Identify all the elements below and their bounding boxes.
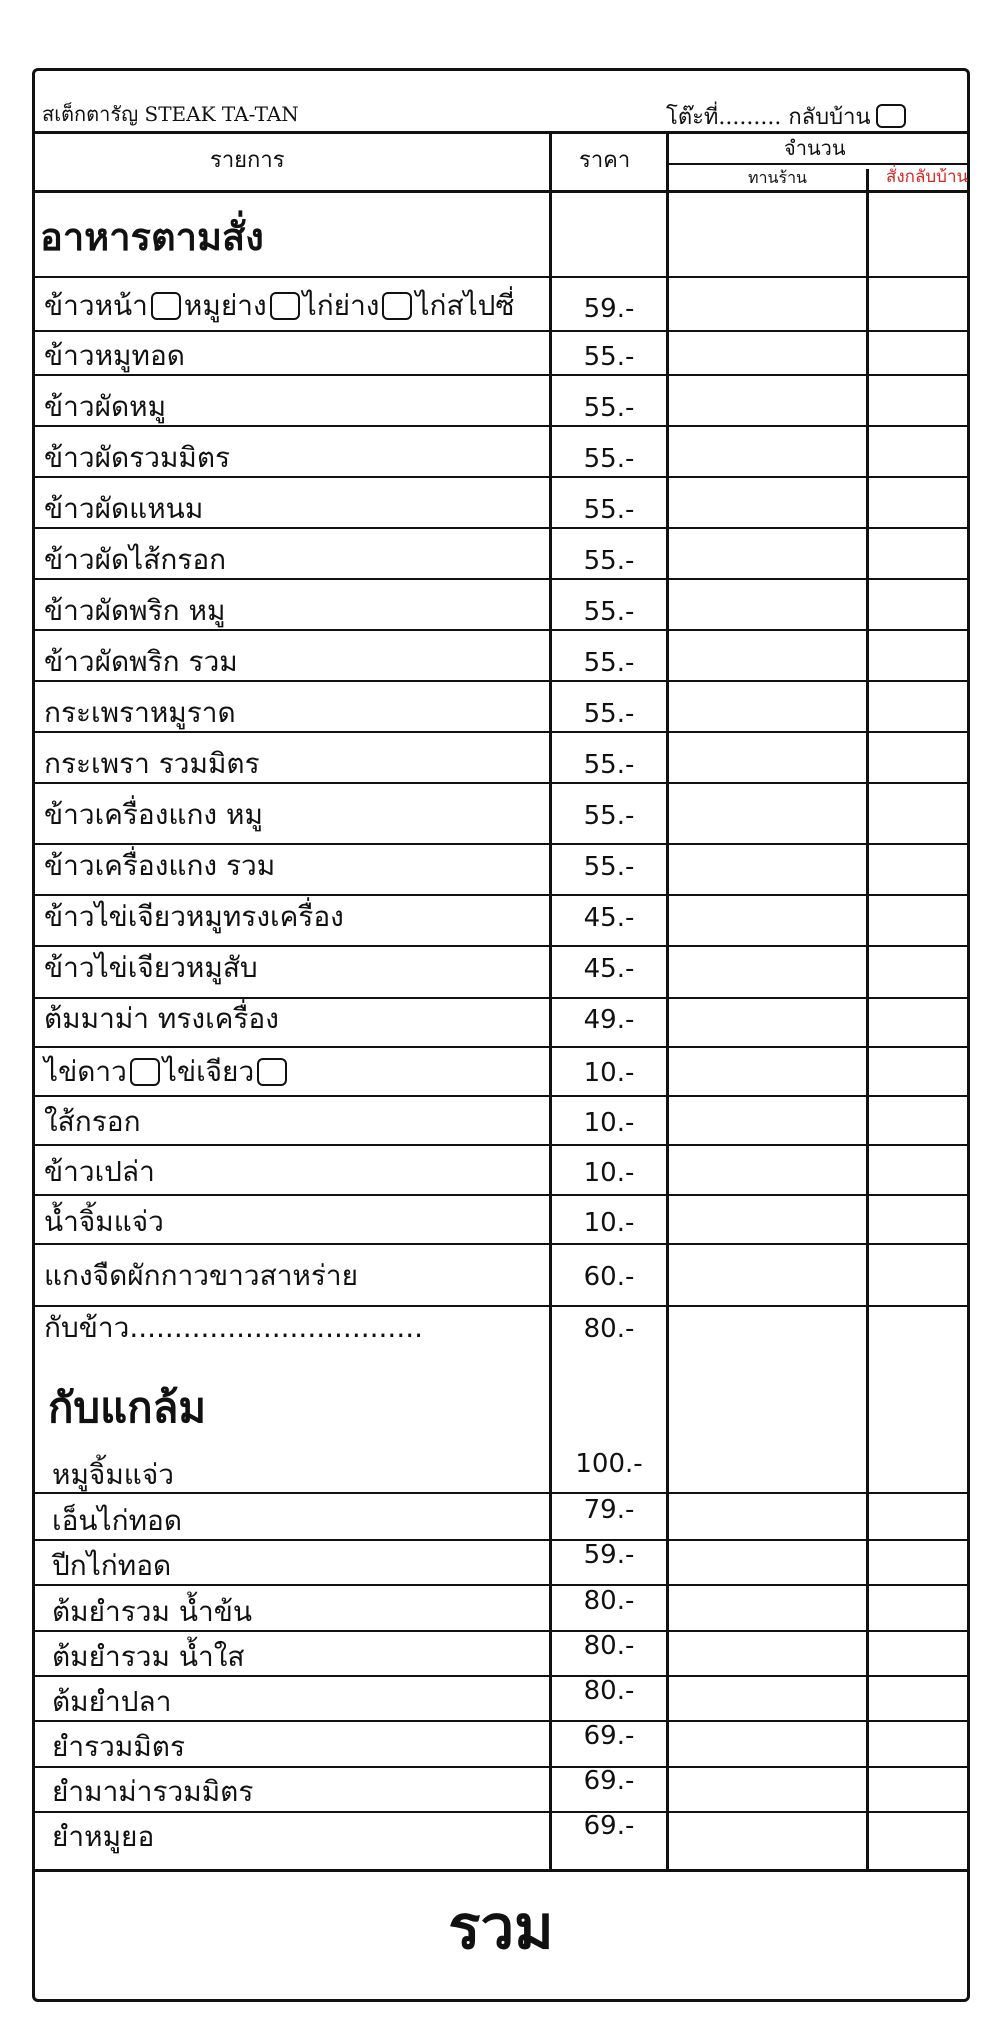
menu-item-name: ต้มยำปลา [52,1685,172,1718]
row-divider [32,945,970,947]
section-title-snacks: กับแกล้ม [48,1383,207,1432]
menu-item-price: 60.- [583,1262,635,1292]
menu-item-price: 79.- [583,1495,635,1525]
row-divider [32,425,970,427]
menu-item-name: แกงจืดผักกาวขาวสาหร่าย [44,1259,359,1292]
row-divider [32,1584,970,1586]
header-bottom-line [32,190,970,193]
menu-item-name: ข้าวผัดหมู [44,390,167,423]
menu-item-price: 49.- [583,1005,635,1035]
menu-item-price: 59.- [583,1540,635,1570]
menu-item-price: 55.- [583,342,635,372]
menu-item-name: หมูจิ้มแจ่ว [52,1458,174,1491]
takeaway-checkbox[interactable] [876,104,906,128]
section-title-a-la-carte: อาหารตามสั่ง [40,215,264,259]
option-checkbox-omelette[interactable] [257,1058,287,1086]
menu-item-name: ข้าวไข่เจียวหมูทรงเครื่อง [44,900,344,933]
menu-item-price: 55.- [583,699,635,729]
takeaway-column-divider [866,169,869,1869]
menu-item-price: 10.- [583,1158,635,1188]
menu-item-name: ยำหมูยอ [52,1820,155,1853]
row-divider [32,997,970,999]
option-checkbox-grilled-pork[interactable] [151,292,181,320]
row-divider [32,1243,970,1245]
menu-item-price: 55.- [583,750,635,780]
menu-item-rice-topping [44,289,515,322]
menu-item-name: ข้าวเครื่องแกง หมู [44,798,263,831]
row-divider [32,1046,970,1048]
menu-item-name-part: ไก่สไปซี่ [415,289,515,322]
menu-item-price: 45.- [583,903,635,933]
menu-item-price: 80.- [583,1586,635,1616]
menu-item-price: 55.- [583,546,635,576]
column-header-price: ราคา [579,148,631,173]
table-label-text: โต๊ะที่......... กลับบ้าน [666,105,871,130]
row-divider [32,1144,970,1146]
menu-item-price: 69.- [583,1766,635,1796]
row-divider [32,276,970,278]
row-divider [32,843,970,845]
menu-item-name: ต้มยำรวม น้ำข้น [52,1595,253,1628]
menu-item-name: กระเพรา รวมมิตร [44,747,260,780]
menu-item-price: 45.- [583,954,635,984]
menu-item-egg [44,1055,290,1088]
menu-item-price: 10.- [583,1108,635,1138]
row-divider [32,1305,970,1307]
menu-item-name: น้ำจิ้มแจ่ว [44,1205,164,1238]
menu-item-name: ข้าวหมูทอด [44,339,185,372]
menu-item-name: ข้าวผัดแหนม [44,492,204,525]
menu-item-price: 10.- [583,1058,635,1088]
table-number-label [666,104,906,129]
menu-item-name: ข้าวไข่เจียวหมูสับ [44,951,258,984]
row-divider [32,527,970,529]
shop-name: สเต็กตารัญ STEAK TA-TAN [42,102,299,126]
quantity-subheader-line [667,163,970,165]
menu-item-name: ปีกไก่ทอด [52,1549,172,1582]
row-divider [32,330,970,332]
menu-item-name: ใส้กรอก [44,1105,141,1138]
menu-item-name: ข้าวผัดไส้กรอก [44,543,227,576]
row-divider [32,1811,970,1813]
row-divider [32,894,970,896]
menu-item-price: 80.- [583,1314,635,1344]
menu-item-name: ต้มยำรวม น้ำใส [52,1640,245,1673]
header-top-line [32,131,970,134]
column-header-dine-in: ทานร้าน [748,168,807,187]
menu-item-price: 100.- [575,1449,643,1479]
menu-item-price: 69.- [583,1811,635,1841]
menu-item-name-part: ไข่เจียว [162,1055,255,1088]
total-divider [32,1869,970,1872]
menu-item-name: ข้าวผัดรวมมิตร [44,441,231,474]
menu-item-name-part: ไข่ดาว [44,1055,127,1088]
menu-item-price: 55.- [583,597,635,627]
option-checkbox-fried-egg[interactable] [130,1058,160,1086]
row-divider [32,1630,970,1632]
row-divider [32,476,970,478]
menu-item-name: ยำมาม่ารวมมิตร [52,1775,254,1808]
menu-item-price: 55.- [583,801,635,831]
menu-item-price: 55.- [583,648,635,678]
row-divider [32,1539,970,1541]
menu-item-name-part: ไก่ย่าง [302,289,380,322]
option-checkbox-grilled-chicken[interactable] [270,292,300,320]
menu-item-name-part: หมูย่าง [183,289,267,322]
column-header-item: รายการ [210,148,285,173]
menu-item-price: 80.- [583,1631,635,1661]
menu-item-name-part: ข้าวหน้า [44,289,148,322]
menu-item-name: ข้าวเปล่า [44,1155,155,1188]
menu-item-name: ต้มมาม่า ทรงเครื่อง [44,1002,279,1035]
menu-item-name: กับข้าว................................. [44,1311,424,1344]
menu-item-price: 59.- [583,294,635,324]
menu-item-name: เอ็นไก่ทอด [52,1504,183,1537]
menu-item-name: ข้าวเครื่องแกง รวม [44,849,276,882]
row-divider [32,1194,970,1196]
menu-item-price: 10.- [583,1208,635,1238]
row-divider [32,1720,970,1722]
column-header-takeaway: สั่งกลับบ้าน [886,167,969,187]
row-divider [32,680,970,682]
menu-item-name: ยำรวมมิตร [52,1730,186,1763]
menu-item-name: กระเพราหมูราด [44,696,236,729]
row-divider [32,374,970,376]
row-divider [32,731,970,733]
column-header-quantity: จำนวน [784,136,846,160]
row-divider [32,1675,970,1677]
menu-item-price: 55.- [583,495,635,525]
row-divider [32,782,970,784]
row-divider [32,578,970,580]
option-checkbox-spicy-chicken[interactable] [382,292,412,320]
row-divider [32,1492,970,1494]
row-divider [32,629,970,631]
menu-item-name: ข้าวผัดพริก รวม [44,645,238,678]
row-divider [32,1766,970,1768]
menu-item-price: 55.- [583,852,635,882]
total-label: รวม [448,1893,554,1963]
menu-item-price: 80.- [583,1676,635,1706]
menu-item-price: 55.- [583,444,635,474]
menu-item-name: ข้าวผัดพริก หมู [44,594,226,627]
menu-item-price: 69.- [583,1721,635,1751]
menu-item-price: 55.- [583,393,635,423]
row-divider [32,1095,970,1097]
